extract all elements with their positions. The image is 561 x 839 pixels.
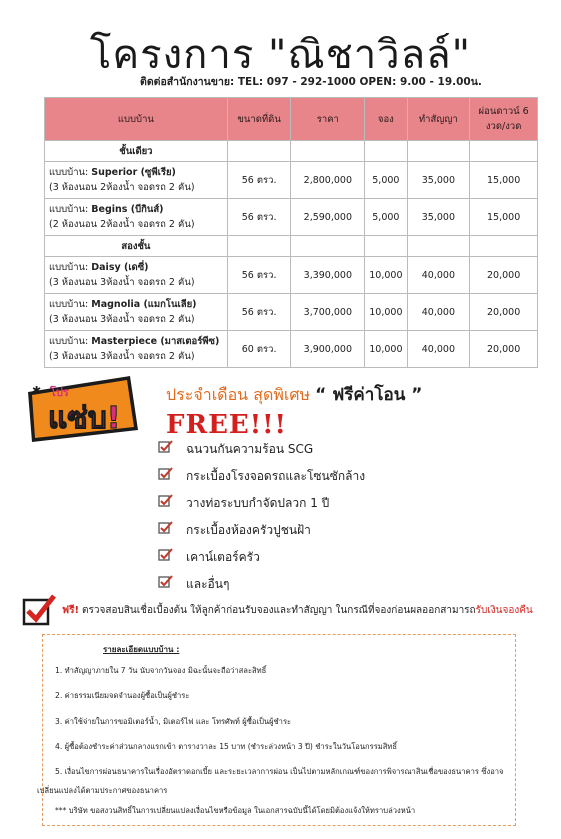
table-row xyxy=(45,257,538,294)
details-line: *** บริษัท ขอสงวนสิทธิ์ในการเปลี่ยนแปลงเงื่อนไขหรือข้อมูล ในเอกสารฉบับนี้ได้โดยมิต้องแจ้งให้ทราบล่วงหน้า xyxy=(55,806,416,815)
check-icon xyxy=(158,440,180,454)
land-cell: 56 ตรว. xyxy=(227,294,291,331)
list-item: ฉนวนกันความร้อน SCG xyxy=(158,440,365,462)
details-line: 2. ค่าธรรมเนียมจดจำนองผู้ซื้อเป็นผู้ชำระ xyxy=(55,691,190,700)
price-cell: 3,900,000 xyxy=(291,331,365,368)
land-cell: 56 ตรว. xyxy=(227,199,291,236)
note-text: ฟรี! ตรวจสอบสินเชื่อเบื้องต้น ให้ลูกค้าก่อนรับจองและทำสัญญา ในกรณีที่จองก่อนผลออกสามารถรับเงินจองคืน xyxy=(62,605,533,616)
booking-cell: 5,000 xyxy=(365,162,407,199)
col-header-land: ขนาดที่ดิน xyxy=(227,98,291,141)
col-header-model: แบบบ้าน xyxy=(45,98,228,141)
big-check-icon xyxy=(22,594,56,626)
group-row xyxy=(45,236,538,257)
free-items-list xyxy=(158,440,365,602)
price-cell: 2,590,000 xyxy=(291,199,365,236)
list-item: กระเบื้องห้องครัวปูชนฝ้า xyxy=(158,521,365,543)
details-line: เปลี่ยนแปลงได้ตามประกาศของธนาคาร xyxy=(37,786,168,795)
booking-cell: 5,000 xyxy=(365,199,407,236)
note-red-text: รับเงินจองคืน xyxy=(475,605,533,616)
promo-line-pre: ประจำเดือน xyxy=(166,385,254,404)
model-cell: แบบบ้าน: Masterpiece (มาสเตอร์พีซ) (3 ห้องนอน 3ห้องน้ำ จอดรถ 2 คัน) xyxy=(45,331,228,368)
down-cell: 15,000 xyxy=(470,162,538,199)
details-heading: รายละเอียดแบบบ้าน : xyxy=(103,645,180,654)
price-table xyxy=(44,97,538,368)
land-cell: 56 ตรว. xyxy=(227,257,291,294)
promo-headline xyxy=(166,381,422,408)
check-icon xyxy=(158,494,180,508)
contract-cell: 40,000 xyxy=(407,331,470,368)
contact-info: ติดต่อสำนักงานขาย: TEL: 097 - 292-1000 OPEN: 9.00 - 19.00น. xyxy=(140,76,482,88)
check-icon xyxy=(158,521,180,535)
down-cell: 15,000 xyxy=(470,199,538,236)
model-cell: แบบบ้าน: Daisy (เดซี่) (3 ห้องนอน 3ห้องน้ำ จอดรถ 2 คัน) xyxy=(45,257,228,294)
list-item: เคาน์เตอร์ครัว xyxy=(158,548,365,570)
price-cell: 3,390,000 xyxy=(291,257,365,294)
promo-badge-logo xyxy=(22,372,140,444)
land-cell: 60 ตรว. xyxy=(227,331,291,368)
group-label: ชั้นเดียว xyxy=(45,141,228,162)
check-icon xyxy=(158,575,180,589)
col-header-contract: ทำสัญญา xyxy=(407,98,470,141)
model-cell: แบบบ้าน: Superior (ซูพีเรีย) (3 ห้องนอน 2ห้องน้ำ จอดรถ 2 คัน) xyxy=(45,162,228,199)
details-line: 5. เงื่อนไขการผ่อนธนาคารในเรื่องอัตราดอกเบี้ย และระยะเวลาการผ่อน เป็นไปตามหลักเกณฑ์ของการพิจารณาสินเชื่อของธนาคาร ซึ่งอาจ xyxy=(55,767,504,776)
list-item: วางท่อระบบกำจัดปลวก 1 ปี xyxy=(158,494,365,516)
price-cell: 3,700,000 xyxy=(291,294,365,331)
page-title: โครงการ "ณิชาวิลล์" xyxy=(89,32,472,78)
list-item: และอื่นๆ xyxy=(158,575,365,597)
col-header-down: ผ่อนดาวน์ 6 งวด/งวด xyxy=(470,98,538,141)
down-cell: 20,000 xyxy=(470,331,538,368)
table-header-row xyxy=(45,98,538,141)
model-cell: แบบบ้าน: Begins (บีกินส์) (2 ห้องนอน 2ห้องน้ำ จอดรถ 2 คัน) xyxy=(45,199,228,236)
col-header-booking: จอง xyxy=(365,98,407,141)
details-line: 4. ผู้ซื้อต้องชำระค่าส่วนกลางแรกเข้า ตารางวาละ 15 บาท (ชำระล่วงหน้า 3 ปี) ชำระในวันโอนกรรมสิทธิ์ xyxy=(55,742,398,751)
down-cell: 20,000 xyxy=(470,294,538,331)
booking-cell: 10,000 xyxy=(365,257,407,294)
contract-cell: 35,000 xyxy=(407,199,470,236)
booking-cell: 10,000 xyxy=(365,331,407,368)
note-free-word: ฟรี! xyxy=(62,605,80,616)
list-item: กระเบื้องโรงจอดรถและโซนซักล้าง xyxy=(158,467,365,489)
down-cell: 20,000 xyxy=(470,257,538,294)
table-row xyxy=(45,331,538,368)
land-cell: 56 ตรว. xyxy=(227,162,291,199)
group-row xyxy=(45,141,538,162)
contract-cell: 40,000 xyxy=(407,257,470,294)
contract-cell: 35,000 xyxy=(407,162,470,199)
contract-cell: 40,000 xyxy=(407,294,470,331)
check-icon xyxy=(158,467,180,481)
details-line: 1. ทำสัญญาภายใน 7 วัน นับจากวันจอง มิฉะนั้นจะถือว่าสละสิทธิ์ xyxy=(55,666,267,675)
booking-cell: 10,000 xyxy=(365,294,407,331)
table-row xyxy=(45,199,538,236)
promo-highlight: “ ฟรีค่าโอน ” xyxy=(315,385,423,405)
group-label: สองชั้น xyxy=(45,236,228,257)
badge-small-text: โปร xyxy=(50,386,69,399)
check-icon xyxy=(158,548,180,562)
price-cell: 2,800,000 xyxy=(291,162,365,199)
details-box xyxy=(37,634,516,826)
details-line: 3. ค่าใช้จ่ายในการขอมิเตอร์น้ำ, มิเตอร์ไฟ และ โทรศัพท์ ผู้ซื้อเป็นผู้ชำระ xyxy=(55,717,292,726)
promo-line-special: สุดพิเศษ xyxy=(253,385,316,404)
badge-star: ✱ xyxy=(32,384,42,397)
free-heading: FREE!!! xyxy=(166,410,287,440)
table-row xyxy=(45,294,538,331)
badge-text: แซ่บ! xyxy=(48,401,121,436)
model-cell: แบบบ้าน: Magnolia (แมกโนเลีย) (3 ห้องนอน 3ห้องน้ำ จอดรถ 2 คัน) xyxy=(45,294,228,331)
credit-check-note xyxy=(22,594,552,626)
table-row xyxy=(45,162,538,199)
col-header-price: ราคา xyxy=(291,98,365,141)
